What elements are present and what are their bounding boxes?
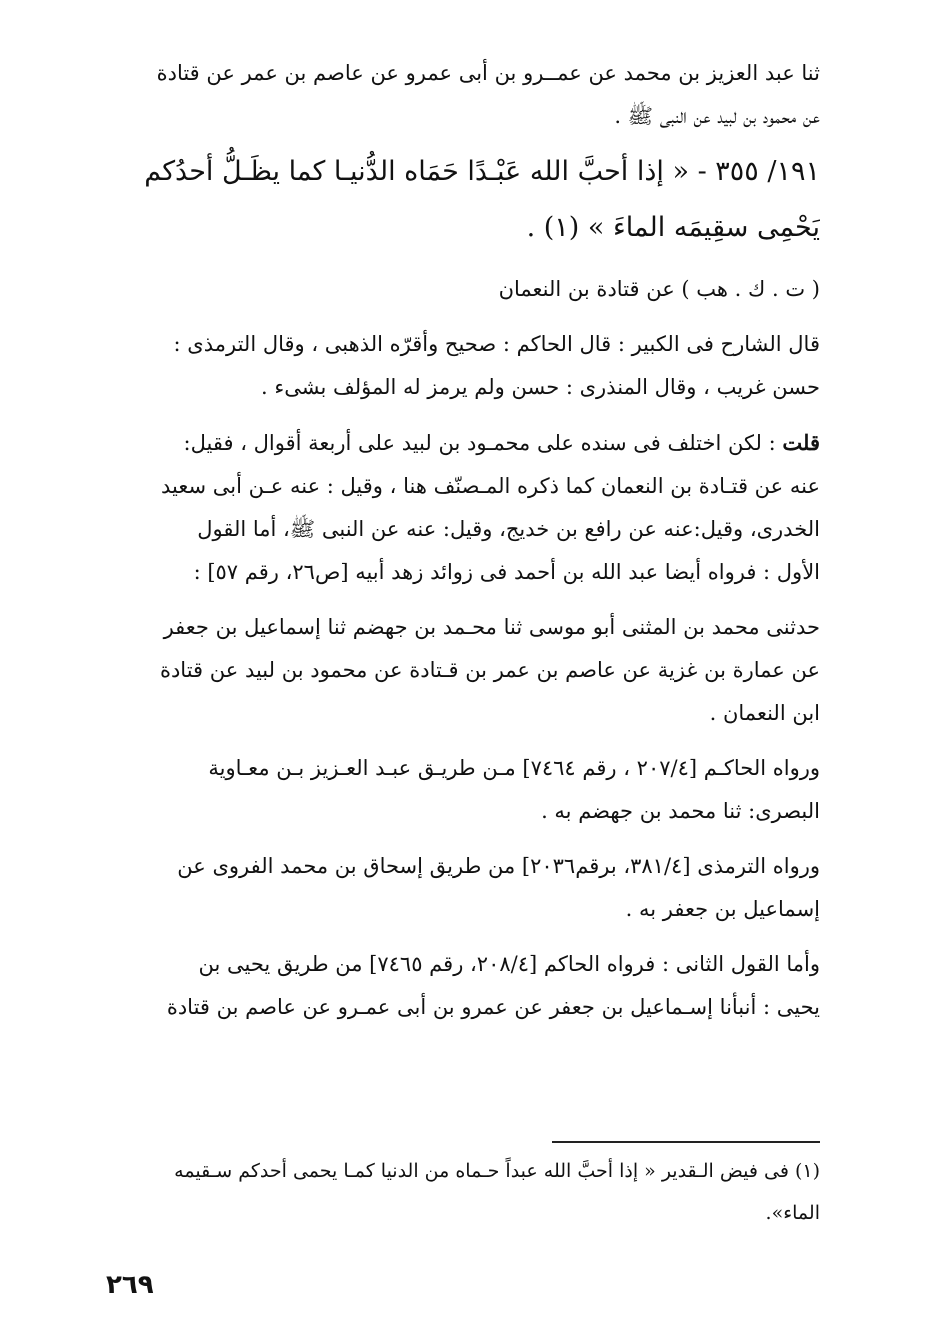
footnote <box>108 1150 820 1234</box>
commentary-line: قال الشارح فى الكبير : قال الحاكم : صحيح وأقرّه الذهبى ، وقال الترمذى : <box>173 332 820 356</box>
commentary-text: : لكن اختلف فى سنده على محمـود بن لبيد على أربعة أقوال ، فقيل: <box>183 431 783 455</box>
isnad-line: حدثنى محمد بن المثنى أبو موسى ثنا محـمد بن جهضم ثنا إسماعيل بن جعفر <box>163 615 820 639</box>
commentary-line: عنه عن قتـادة بن النعمان كما ذكره المـصنّف هنا ، وقيل : عنه عـن أبى سعيد <box>161 474 820 498</box>
commentary-line: الخدرى، وقيل:عنه عن رافع بن خديج، وقيل: عنه عن النبى ﷺ، أما القول <box>197 517 820 541</box>
commentary-line <box>108 421 820 465</box>
takhrij-line: وأما القول الثانى : فرواه الحاكم [٢٠٨/٤، رقم ٧٤٦٥] من طريق يحيى بن <box>198 952 820 976</box>
page-body <box>108 52 820 1029</box>
isnad-line: ابن النعمان . <box>709 701 820 725</box>
hadith-text-line: يَحْمِى سقِيمَه الماءَ » (١) . <box>526 212 820 243</box>
body-line: ثنا عبد العزيز بن محمد عن عمــرو بن أبى عمرو عن عاصم بن عمر عن قتادة <box>156 61 820 85</box>
takhrij-line: البصرى: ثنا محمد بن جهضم به . <box>541 799 820 823</box>
page-number: ٢٦٩ <box>106 1270 154 1300</box>
commentary-line: الأول : فرواه أيضا عبد الله بن أحمد فى زوائد زهد أبيه [ص٢٦، رقم ٥٧] : <box>193 560 820 584</box>
takhrij-line: إسماعيل بن جعفر به . <box>625 897 820 921</box>
qultu-label: قلت <box>782 430 820 455</box>
hadith-source: ( ت . ك . هب ) عن قتادة بن النعمان <box>498 277 820 301</box>
footnote-separator <box>552 1141 820 1143</box>
body-line: عن محمود بن لبيد عن النبى ﷺ . <box>614 104 820 128</box>
footnote-line: (١) فى فيض الـقدير « إذا أحبَّ الله عبداً حـماه من الدنيا كمـا يحمى أحدكم سـقيمه <box>174 1160 820 1182</box>
takhrij-line: يحيى : أنبأنا إسـماعيل بن جعفر عن عمرو بن أبى عمـرو عن عاصم بن قتادة <box>166 995 820 1019</box>
takhrij-line: ورواه الترمذى [٣٨١/٤، برقم٢٠٣٦] من طريق إسحاق بن محمد الفروى عن <box>177 854 820 878</box>
hadith-text-line: ١٩١/ ٣٥٥ - « إذا أحبَّ الله عَبْـدًا حَمَاه الدُّنيـا كما يظَـلُّ أحدُكم <box>144 156 820 187</box>
footnote-line: الماء». <box>765 1202 820 1224</box>
commentary-line: حسن غريب ، وقال المنذرى : حسن ولم يرمز له المؤلف بشىء . <box>261 375 820 399</box>
isnad-line: عن عمارة بن غزية عن عاصم بن عمر بن قـتادة عن محمود بن لبيد عن قتادة <box>159 658 820 682</box>
takhrij-line: ورواه الحاكـم [٢٠٧/٤ ، رقم ٧٤٦٤] مـن طريـق عبـد العـزيز بـن معـاوية <box>208 756 820 780</box>
